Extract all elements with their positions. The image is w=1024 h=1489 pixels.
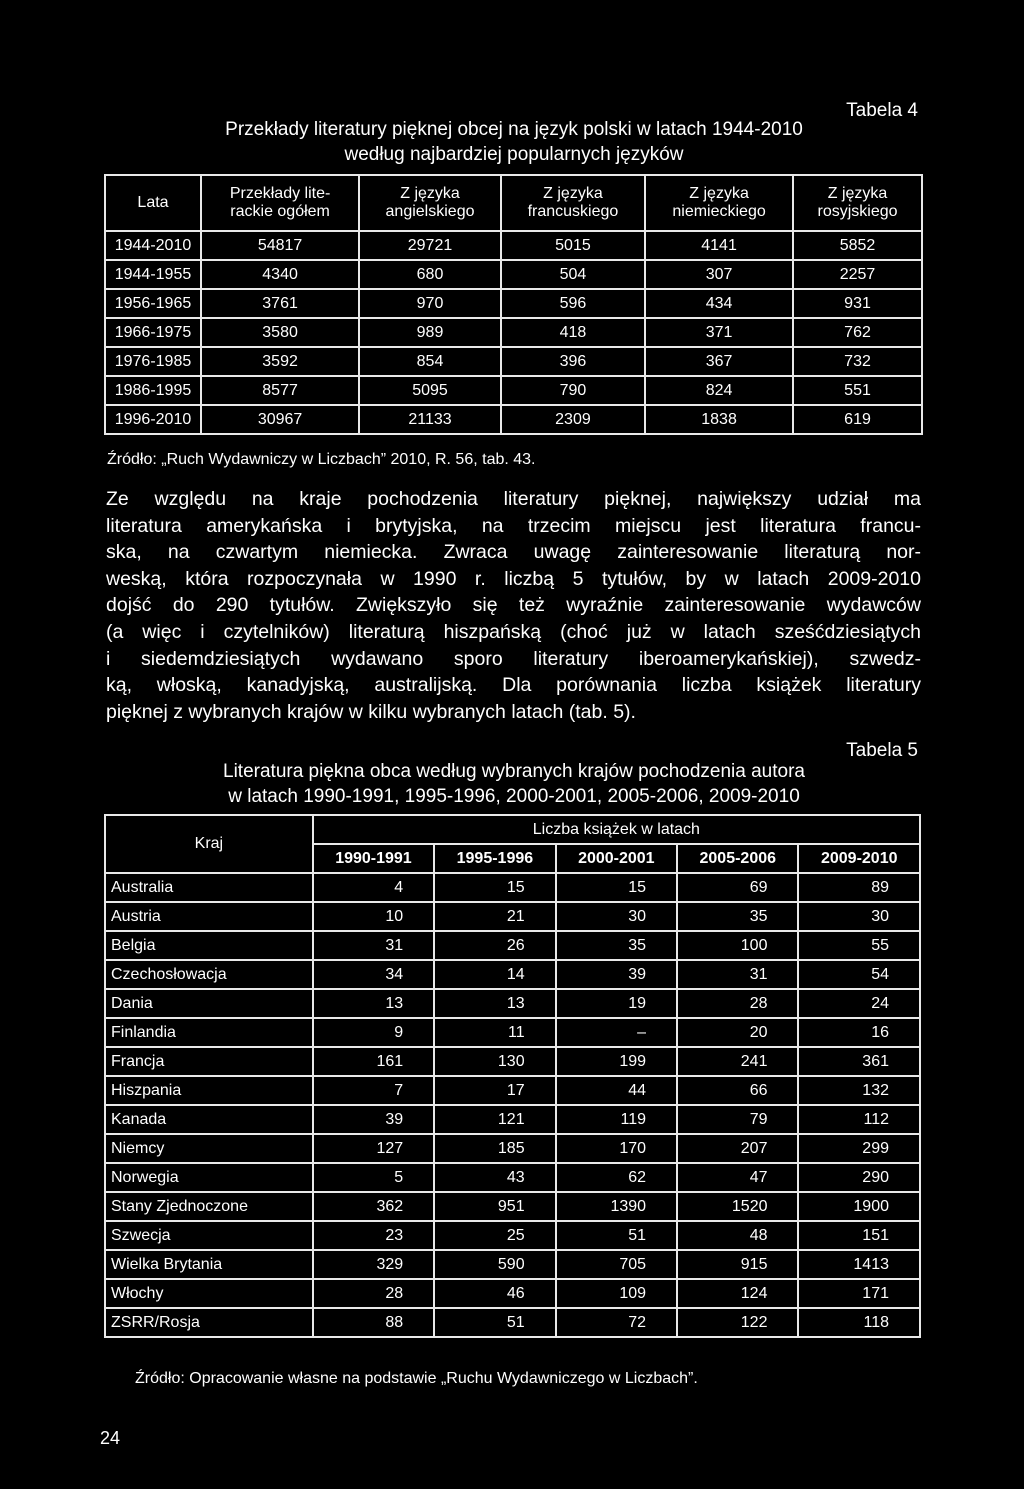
table5-value-cell: 62 [556, 1163, 677, 1192]
table5-header-country: Kraj [105, 815, 313, 873]
table5-header-row-1 [105, 815, 920, 844]
table5-value-cell: 31 [313, 931, 434, 960]
table5-value-cell: 15 [434, 873, 555, 902]
table5-value-cell: 28 [313, 1279, 434, 1308]
table5-title [100, 760, 928, 809]
table4-header-cell: Przekłady lite- rackie ogółem [201, 175, 359, 231]
table5-title-line1: Literatura piękna obca według wybranych krajów pochodzenia autora [223, 761, 805, 782]
table-row [105, 960, 920, 989]
table4-value-cell: 2309 [501, 405, 645, 434]
table5-country-cell: Dania [105, 989, 313, 1018]
table5-country-cell: Austria [105, 902, 313, 931]
table5-value-cell: 88 [313, 1308, 434, 1337]
table4-title [100, 118, 928, 167]
table5-country-cell: Hiszpania [105, 1076, 313, 1105]
table5-value-cell: 79 [677, 1105, 798, 1134]
table5-value-cell: 299 [798, 1134, 920, 1163]
table5-year-header: 2009-2010 [798, 844, 920, 873]
table4-value-cell: 29721 [359, 231, 501, 260]
table5-value-cell: 51 [434, 1308, 555, 1337]
table5-value-cell: 9 [313, 1018, 434, 1047]
table-row [105, 1105, 920, 1134]
table4-value-cell: 1838 [645, 405, 793, 434]
table5-value-cell: 54 [798, 960, 920, 989]
table4-header-cell: Z języka rosyjskiego [793, 175, 922, 231]
table5-value-cell: 290 [798, 1163, 920, 1192]
table5-value-cell: 127 [313, 1134, 434, 1163]
table-row [105, 1221, 920, 1250]
table4-value-cell: 931 [793, 289, 922, 318]
table5-value-cell: 47 [677, 1163, 798, 1192]
table-row [105, 1134, 920, 1163]
table5-value-cell: 44 [556, 1076, 677, 1105]
paragraph-line: Ze względu na kraje pochodzenia literatury pięknej, największy udział ma [106, 488, 921, 510]
table5-value-cell: 55 [798, 931, 920, 960]
table5-value-cell: – [556, 1018, 677, 1047]
table-row [105, 1076, 920, 1105]
table4-header-row [105, 175, 922, 231]
table4-value-cell: 30967 [201, 405, 359, 434]
table5-value-cell: 30 [798, 902, 920, 931]
table5-value-cell: 31 [677, 960, 798, 989]
table4-value-cell: 970 [359, 289, 501, 318]
table5-year-header: 1990-1991 [313, 844, 434, 873]
table5-value-cell: 362 [313, 1192, 434, 1221]
table5-value-cell: 20 [677, 1018, 798, 1047]
table-row [105, 260, 922, 289]
table4-value-cell: 3761 [201, 289, 359, 318]
table5-value-cell: 161 [313, 1047, 434, 1076]
table4 [104, 174, 923, 435]
table-row [105, 1163, 920, 1192]
table4-value-cell: 680 [359, 260, 501, 289]
table5-value-cell: 122 [677, 1308, 798, 1337]
table5-year-header: 2005-2006 [677, 844, 798, 873]
table4-title-line1: Przekłady literatury pięknej obcej na język polski w latach 1944-2010 [225, 119, 803, 140]
table4-value-cell: 3580 [201, 318, 359, 347]
table5-country-cell: Wielka Brytania [105, 1250, 313, 1279]
table4-value-cell: 418 [501, 318, 645, 347]
table5-country-cell: Francja [105, 1047, 313, 1076]
table5-country-cell: Finlandia [105, 1018, 313, 1047]
table5-value-cell: 109 [556, 1279, 677, 1308]
table5-value-cell: 151 [798, 1221, 920, 1250]
table5-value-cell: 118 [798, 1308, 920, 1337]
table4-value-cell: 8577 [201, 376, 359, 405]
table4-year-cell: 1986-1995 [105, 376, 201, 405]
table5-value-cell: 124 [677, 1279, 798, 1308]
table4-value-cell: 504 [501, 260, 645, 289]
table4-value-cell: 21133 [359, 405, 501, 434]
table-row [105, 318, 922, 347]
table-row [105, 1192, 920, 1221]
table5-value-cell: 705 [556, 1250, 677, 1279]
table5-country-cell: Norwegia [105, 1163, 313, 1192]
table4-value-cell: 5852 [793, 231, 922, 260]
table5-value-cell: 951 [434, 1192, 555, 1221]
table5-value-cell: 24 [798, 989, 920, 1018]
table5-year-header: 2000-2001 [556, 844, 677, 873]
table5-value-cell: 1900 [798, 1192, 920, 1221]
table4-header-cell: Z języka francuskiego [501, 175, 645, 231]
table5-country-cell: Belgia [105, 931, 313, 960]
table5-value-cell: 21 [434, 902, 555, 931]
table4-year-cell: 1944-1955 [105, 260, 201, 289]
table4-value-cell: 5015 [501, 231, 645, 260]
paragraph-line: (a więc i czytelników) literaturą hiszpańską (choć już w latach sześćdziesiątych [106, 620, 921, 643]
table5-source: Źródło: Opracowanie własne na podstawie „Ruchu Wydawniczego w Liczbach”. [135, 1370, 698, 1387]
table5-value-cell: 26 [434, 931, 555, 960]
table5-value-cell: 35 [556, 931, 677, 960]
table4-value-cell: 596 [501, 289, 645, 318]
paragraph-line: i siedemdziesiątych wydawano sporo literatury iberoamerykańskiej), szwedz- [106, 647, 921, 670]
table5-value-cell: 361 [798, 1047, 920, 1076]
table4-value-cell: 367 [645, 347, 793, 376]
table5-value-cell: 5 [313, 1163, 434, 1192]
table5-year-header: 1995-1996 [434, 844, 555, 873]
paragraph-line: weską, która rozpoczynała w 1990 r. liczbą 5 tytułów, by w latach 2009-2010 [106, 567, 921, 590]
table5-value-cell: 1413 [798, 1250, 920, 1279]
table5-value-cell: 89 [798, 873, 920, 902]
table5-value-cell: 329 [313, 1250, 434, 1279]
table4-value-cell: 824 [645, 376, 793, 405]
table5 [104, 814, 921, 1338]
table5-value-cell: 130 [434, 1047, 555, 1076]
table5-value-cell: 34 [313, 960, 434, 989]
table4-year-cell: 1944-2010 [105, 231, 201, 260]
table-row [105, 1047, 920, 1076]
table5-value-cell: 35 [677, 902, 798, 931]
table5-country-cell: Niemcy [105, 1134, 313, 1163]
table5-value-cell: 39 [556, 960, 677, 989]
paragraph-line: ska, na czwartym niemiecka. Zwraca uwagę zainteresowanie literaturą nor- [106, 541, 921, 564]
table5-value-cell: 51 [556, 1221, 677, 1250]
table-row [105, 405, 922, 434]
table5-country-cell: Włochy [105, 1279, 313, 1308]
table4-value-cell: 5095 [359, 376, 501, 405]
table5-value-cell: 30 [556, 902, 677, 931]
table-row [105, 347, 922, 376]
table5-value-cell: 13 [313, 989, 434, 1018]
table4-value-cell: 3592 [201, 347, 359, 376]
paragraph-line: ką, włoską, kanadyjską, australijską. Dla porównania liczba książek literatury [106, 674, 921, 697]
table5-header-group: Liczba książek w latach [313, 815, 920, 844]
table5-value-cell: 207 [677, 1134, 798, 1163]
table5-value-cell: 66 [677, 1076, 798, 1105]
table5-value-cell: 39 [313, 1105, 434, 1134]
table4-year-cell: 1966-1975 [105, 318, 201, 347]
table5-value-cell: 46 [434, 1279, 555, 1308]
table5-value-cell: 28 [677, 989, 798, 1018]
table5-value-cell: 43 [434, 1163, 555, 1192]
table4-value-cell: 2257 [793, 260, 922, 289]
table4-header-cell: Lata [105, 175, 201, 231]
table5-value-cell: 23 [313, 1221, 434, 1250]
table5-country-cell: ZSRR/Rosja [105, 1308, 313, 1337]
table-row [105, 873, 920, 902]
table-row [105, 989, 920, 1018]
table5-value-cell: 119 [556, 1105, 677, 1134]
table5-value-cell: 16 [798, 1018, 920, 1047]
table-row [105, 1018, 920, 1047]
paragraph-line: dojść do 290 tytułów. Zwiększyło się też wyraźnie zainteresowanie wydawców [106, 594, 921, 617]
table5-value-cell: 121 [434, 1105, 555, 1134]
paragraph-line: literatura amerykańska i brytyjska, na trzecim miejscu jest literatura francu- [106, 514, 921, 537]
table4-value-cell: 371 [645, 318, 793, 347]
table4-value-cell: 619 [793, 405, 922, 434]
table4-value-cell: 307 [645, 260, 793, 289]
table5-country-cell: Czechosłowacja [105, 960, 313, 989]
table4-year-cell: 1996-2010 [105, 405, 201, 434]
table5-label: Tabela 5 [846, 740, 918, 761]
table5-country-cell: Australia [105, 873, 313, 902]
table4-value-cell: 4141 [645, 231, 793, 260]
table5-country-cell: Stany Zjednoczone [105, 1192, 313, 1221]
table4-value-cell: 989 [359, 318, 501, 347]
table5-value-cell: 10 [313, 902, 434, 931]
table4-header-cell: Z języka niemieckiego [645, 175, 793, 231]
table4-source: Źródło: „Ruch Wydawniczy w Liczbach” 2010, R. 56, tab. 43. [107, 451, 536, 468]
table4-value-cell: 732 [793, 347, 922, 376]
table5-value-cell: 199 [556, 1047, 677, 1076]
table-row [105, 376, 922, 405]
table5-value-cell: 69 [677, 873, 798, 902]
table5-value-cell: 1520 [677, 1192, 798, 1221]
table5-value-cell: 915 [677, 1250, 798, 1279]
table5-value-cell: 25 [434, 1221, 555, 1250]
table5-title-line2: w latach 1990-1991, 1995-1996, 2000-2001, 2005-2006, 2009-2010 [228, 785, 800, 807]
table-row [105, 902, 920, 931]
table5-value-cell: 72 [556, 1308, 677, 1337]
table4-value-cell: 4340 [201, 260, 359, 289]
table5-value-cell: 48 [677, 1221, 798, 1250]
table5-value-cell: 112 [798, 1105, 920, 1134]
table5-value-cell: 15 [556, 873, 677, 902]
table5-value-cell: 7 [313, 1076, 434, 1105]
table5-value-cell: 14 [434, 960, 555, 989]
table4-header-cell: Z języka angielskiego [359, 175, 501, 231]
table5-value-cell: 11 [434, 1018, 555, 1047]
table5-value-cell: 4 [313, 873, 434, 902]
table4-label: Tabela 4 [846, 100, 918, 121]
table4-value-cell: 396 [501, 347, 645, 376]
table5-value-cell: 170 [556, 1134, 677, 1163]
table-row [105, 931, 920, 960]
table5-body [105, 873, 920, 1337]
table-row [105, 1279, 920, 1308]
table5-value-cell: 241 [677, 1047, 798, 1076]
table5-country-cell: Szwecja [105, 1221, 313, 1250]
table5-value-cell: 19 [556, 989, 677, 1018]
table5-value-cell: 171 [798, 1279, 920, 1308]
table5-country-cell: Kanada [105, 1105, 313, 1134]
table5-value-cell: 17 [434, 1076, 555, 1105]
table4-body [105, 231, 922, 434]
body-paragraph [106, 486, 921, 725]
table4-value-cell: 434 [645, 289, 793, 318]
table4-title-line2: według najbardziej popularnych języków [344, 143, 684, 165]
paragraph-line: pięknej z wybranych krajów w kilku wybranych latach (tab. 5). [106, 700, 636, 723]
table5-value-cell: 13 [434, 989, 555, 1018]
table-row [105, 231, 922, 260]
table5-value-cell: 590 [434, 1250, 555, 1279]
table-row [105, 1250, 920, 1279]
table5-value-cell: 132 [798, 1076, 920, 1105]
table4-year-cell: 1976-1985 [105, 347, 201, 376]
table5-value-cell: 1390 [556, 1192, 677, 1221]
table-row [105, 289, 922, 318]
table4-value-cell: 54817 [201, 231, 359, 260]
page-number: 24 [100, 1428, 121, 1448]
table4-value-cell: 854 [359, 347, 501, 376]
table4-value-cell: 551 [793, 376, 922, 405]
table-row [105, 1308, 920, 1337]
table4-year-cell: 1956-1965 [105, 289, 201, 318]
table5-value-cell: 185 [434, 1134, 555, 1163]
table5-value-cell: 100 [677, 931, 798, 960]
table4-value-cell: 762 [793, 318, 922, 347]
table4-value-cell: 790 [501, 376, 645, 405]
